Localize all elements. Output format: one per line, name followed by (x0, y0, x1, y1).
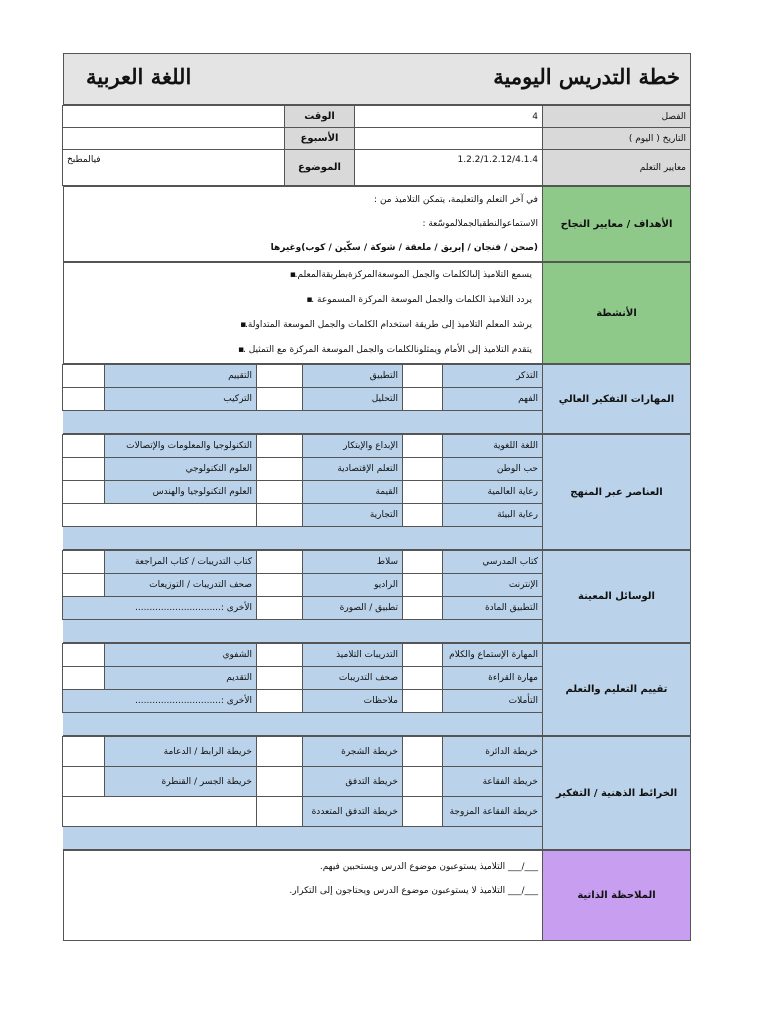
lesson-plan-document (63, 53, 691, 941)
map-checkbox[interactable] (403, 797, 443, 827)
aids-checkbox[interactable] (403, 574, 443, 597)
activity-item: يتقدم التلاميذ إلى الأمام ويمثلونالكلمات والجمل الموسعة المركزة مع التمثيل . ▪ (68, 338, 538, 363)
aids-checkbox[interactable] (257, 574, 303, 597)
map-option: خريطة التدفق المتعددة (303, 797, 403, 827)
assessment-checkbox[interactable] (403, 644, 443, 667)
map-option: خريطة الجسر / القنطرة (105, 767, 257, 797)
objectives-content (64, 187, 543, 262)
cross-checkbox[interactable] (403, 481, 443, 504)
assessment-checkbox[interactable] (257, 667, 303, 690)
cross-option: التكنولوجيا والمعلومات والإتصالات (105, 435, 257, 458)
assessment-checkbox[interactable] (63, 667, 105, 690)
assessment-option: المهارة الإستماع والكلام (443, 644, 543, 667)
aids-checkbox[interactable] (63, 551, 105, 574)
hots-checkbox[interactable] (403, 388, 443, 411)
aids-option: كتاب المدرسي (443, 551, 543, 574)
objectives-label: الأهداف / معايير النجاح (543, 187, 691, 262)
standards-value[interactable] (355, 150, 543, 186)
reflection-line[interactable]: ___/___ التلاميذ يستوعبون موضوع الدرس ويستحبين فيهم. (319, 862, 538, 872)
aids-option: الراديو (303, 574, 403, 597)
assessment-table (62, 643, 691, 736)
aids-checkbox[interactable] (403, 551, 443, 574)
cross-option: العلوم التكنولوجيا والهندس (105, 481, 257, 504)
cross-checkbox[interactable] (257, 435, 303, 458)
assessment-option: ملاحظات (303, 690, 403, 713)
activities-label: الأنشطة (543, 263, 691, 364)
cross-label: العناصر عبر المنهج (543, 435, 691, 550)
activity-item: يردد التلاميذ الكلمات والجمل الموسعة المركزة المسموعة . ▪ (68, 288, 538, 313)
class-value[interactable]: 4 (355, 106, 543, 128)
assessment-checkbox[interactable] (403, 667, 443, 690)
cross-option: رعاية العالمية (443, 481, 543, 504)
objective-line: الاستماعوالنطقبالجملالموسّعة : (422, 219, 538, 229)
cross-checkbox[interactable] (403, 435, 443, 458)
topic-label: الموضوع (285, 150, 355, 186)
aids-checkbox[interactable] (63, 574, 105, 597)
aids-option: التطبيق المادة (443, 597, 543, 620)
maps-label: الخرائط الذهنية / التفكير (543, 737, 691, 850)
aids-option: صحف التدريبات / التوزيعات (105, 574, 257, 597)
hots-option: التحليل (303, 388, 403, 411)
cross-checkbox[interactable] (257, 504, 303, 527)
title-bar (63, 53, 691, 105)
hots-option: التقييم (105, 365, 257, 388)
hots-option: التركيب (105, 388, 257, 411)
cross-option: العلوم التكنولوجي (105, 458, 257, 481)
assessment-checkbox[interactable] (257, 644, 303, 667)
map-checkbox[interactable] (257, 797, 303, 827)
map-option: خريطة الدائرة (443, 737, 543, 767)
hots-option: الفهم (443, 388, 543, 411)
time-value[interactable] (63, 106, 285, 128)
date-value[interactable] (355, 128, 543, 150)
thinking-maps-table (62, 736, 691, 850)
assessment-option: التأملات (443, 690, 543, 713)
standards-label: معايير التعلم (543, 150, 691, 186)
reflection-table (63, 850, 691, 941)
assessment-checkbox[interactable] (403, 690, 443, 713)
cross-empty (63, 504, 257, 527)
objective-line: في آخر التعلم والتعليمة، يتمكن التلاميذ من : (374, 195, 538, 205)
cross-checkbox[interactable] (63, 435, 105, 458)
cross-curricular-table (62, 434, 691, 550)
assessment-option: مهارة القراءة (443, 667, 543, 690)
hots-option: التذكر (443, 365, 543, 388)
map-option: خريطة الرابط / الدعامة (105, 737, 257, 767)
aids-checkbox[interactable] (257, 597, 303, 620)
cross-option: اللغة اللغوية (443, 435, 543, 458)
map-option: خريطة الفقاعة (443, 767, 543, 797)
assessment-option: الشفوي (105, 644, 257, 667)
cross-option: حب الوطن (443, 458, 543, 481)
aids-option: تطبيق / الصورة (303, 597, 403, 620)
aids-option: الإنترنت (443, 574, 543, 597)
cross-option: التجارية (303, 504, 403, 527)
hots-checkbox[interactable] (63, 365, 105, 388)
subject-title: اللغة العربية (86, 64, 192, 89)
aids-option: كتاب التدريبات / كتاب المراجعة (105, 551, 257, 574)
time-label: الوقت (285, 106, 355, 128)
map-checkbox[interactable] (257, 737, 303, 767)
info-table (62, 105, 691, 186)
date-label: التاريخ ( اليوم ) (543, 128, 691, 150)
standards-code: 1.2.2/1.2.12/4.1.4 (457, 155, 538, 165)
aids-table (62, 550, 691, 643)
assessment-option: التدريبات التلاميذ (303, 644, 403, 667)
cross-checkbox[interactable] (257, 458, 303, 481)
page-title: خطة التدريس اليومية (493, 64, 680, 89)
hots-table (62, 364, 691, 434)
map-option: خريطة الشجرة (303, 737, 403, 767)
hots-checkbox[interactable] (63, 388, 105, 411)
reflection-line[interactable]: ___/___ التلاميذ لا يستوعبون موضوع الدرس ويحتاجون إلى التكرار. (289, 886, 538, 896)
reflection-label: الملاحظة الذاتية (543, 851, 691, 941)
aids-label: الوسائل المعينة (543, 551, 691, 643)
activity-item: يرشد المعلم التلاميذ إلى طريقة استخدام الكلمات والجمل الموسعة المتداولة. ▪ (68, 313, 538, 338)
cross-option: رعاية البيئة (443, 504, 543, 527)
cross-checkbox[interactable] (403, 504, 443, 527)
aids-checkbox[interactable] (403, 597, 443, 620)
aids-checkbox[interactable] (257, 551, 303, 574)
map-option: خريطة التدفق (303, 767, 403, 797)
hots-checkbox[interactable] (257, 365, 303, 388)
assessment-label: تقييم التعليم والتعلم (543, 644, 691, 736)
class-label: الفصل (543, 106, 691, 128)
reflection-content (64, 851, 543, 941)
map-checkbox[interactable] (403, 767, 443, 797)
assessment-checkbox[interactable] (257, 690, 303, 713)
assessment-option: صحف التدريبات (303, 667, 403, 690)
map-checkbox[interactable] (63, 737, 105, 767)
aids-option: سلاط (303, 551, 403, 574)
week-value[interactable] (63, 128, 285, 150)
cross-checkbox[interactable] (257, 481, 303, 504)
assessment-other[interactable]: الأخرى :.............................. (63, 690, 257, 713)
map-checkbox[interactable] (403, 737, 443, 767)
cross-option: الإبداع والإبتكار (303, 435, 403, 458)
cross-checkbox[interactable] (63, 458, 105, 481)
objectives-table (63, 186, 691, 262)
cross-option: القيمة (303, 481, 403, 504)
map-checkbox[interactable] (63, 767, 105, 797)
hots-label: المهارات التفكير العالي (543, 365, 691, 434)
assessment-option: التقديم (105, 667, 257, 690)
activities-table (63, 262, 691, 364)
activity-item: يسمع التلاميذ إلىالكلمات والجمل الموسعةالمركزةبطريقةالمعلم. ▪ (68, 263, 538, 288)
map-empty (63, 797, 257, 827)
cross-checkbox[interactable] (63, 481, 105, 504)
hots-checkbox[interactable] (403, 365, 443, 388)
hots-checkbox[interactable] (257, 388, 303, 411)
hots-option: التطبيق (303, 365, 403, 388)
cross-checkbox[interactable] (403, 458, 443, 481)
map-checkbox[interactable] (257, 767, 303, 797)
map-option: خريطة الفقاعة المزوجة (443, 797, 543, 827)
cross-option: التعلم الإقتصادية (303, 458, 403, 481)
activities-content (64, 263, 543, 364)
assessment-checkbox[interactable] (63, 644, 105, 667)
week-label: الأسبوع (285, 128, 355, 150)
objective-line: (صحن / فنجان / إبريق / ملعقة / شوكة / سكّين / كوب)وغيرها (270, 243, 538, 253)
aids-other[interactable]: الأخرى :.............................. (63, 597, 257, 620)
topic-value[interactable]: فيالمطبخ (63, 150, 285, 186)
